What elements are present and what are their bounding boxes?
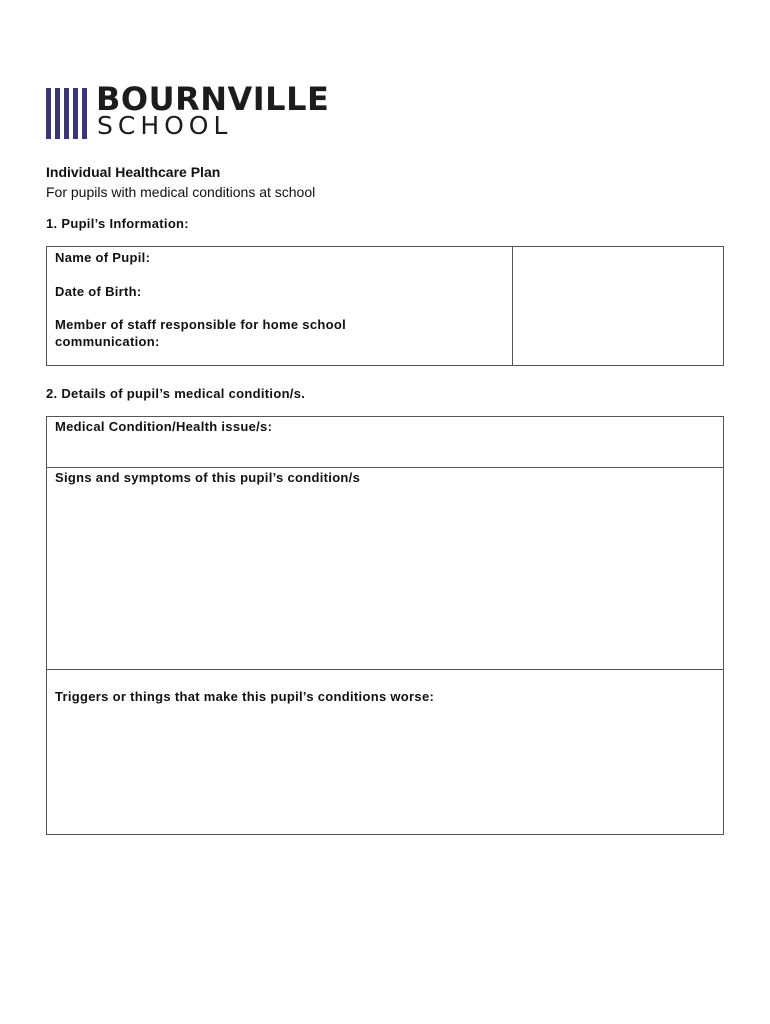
pupil-photo-box[interactable] xyxy=(513,247,723,365)
row-divider xyxy=(47,467,723,468)
date-of-birth-field[interactable]: Date of Birth: xyxy=(55,284,142,299)
logo-bar xyxy=(55,88,60,139)
medical-condition-field[interactable]: Medical Condition/Health issue/s: xyxy=(55,419,273,434)
logo-bar xyxy=(46,88,51,139)
logo-bars-graphic xyxy=(46,88,92,139)
signs-symptoms-field[interactable]: Signs and symptoms of this pupil’s condition/s xyxy=(55,470,361,485)
logo-bar xyxy=(73,88,78,139)
staff-member-field[interactable]: Member of staff responsible for home school communication: xyxy=(55,317,346,349)
logo-bar xyxy=(64,88,69,139)
name-of-pupil-field[interactable]: Name of Pupil: xyxy=(55,250,151,265)
school-logo xyxy=(46,80,362,140)
section-1-heading: 1. Pupil’s Information: xyxy=(46,216,189,231)
logo-name-line-2: SCHOOL xyxy=(97,111,233,140)
document-subtitle: For pupils with medical conditions at school xyxy=(46,184,316,200)
row-divider xyxy=(47,669,723,670)
medical-condition-table xyxy=(46,416,724,835)
triggers-field[interactable]: Triggers or things that make this pupil’s conditions worse: xyxy=(55,689,435,704)
logo-name-line-1: BOURNVILLE xyxy=(96,80,330,118)
logo-bar xyxy=(82,88,87,139)
document-title: Individual Healthcare Plan xyxy=(46,164,221,180)
pupil-information-table xyxy=(46,246,724,366)
section-2-heading: 2. Details of pupil’s medical condition/s. xyxy=(46,386,306,401)
